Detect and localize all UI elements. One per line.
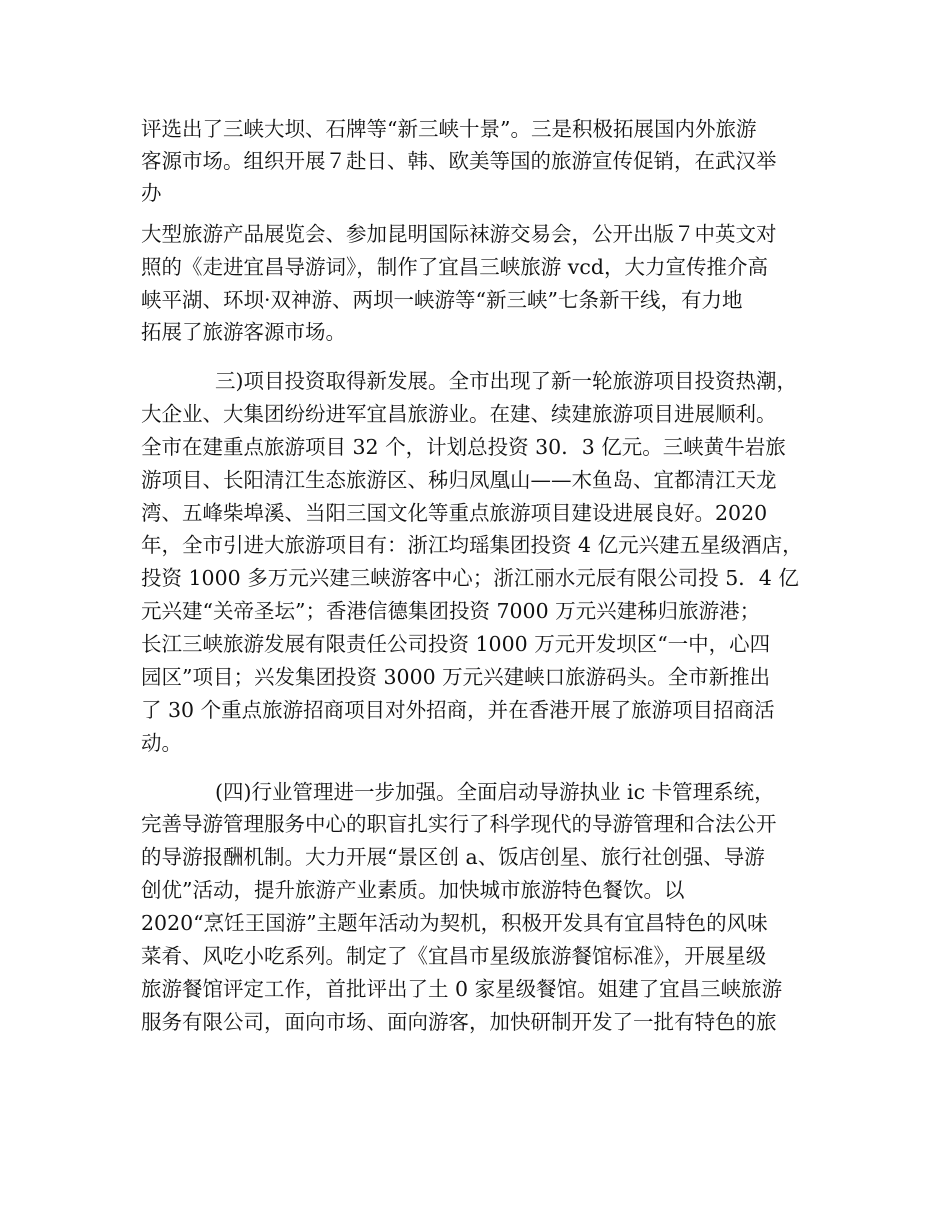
text-line: 大企业、大集团纷纷进军宜昌旅游业。在建、续建旅游项目进展顺利。 bbox=[141, 402, 777, 426]
text-line: 长江三峡旅游发展有限责任公司投资 1000 万元开发坝区“一中，心四 bbox=[141, 632, 771, 656]
text-line: 评选出了三峡大坝、石牌等“新三峡十景”。三是积极拓展国内外旅游 bbox=[141, 117, 757, 141]
text-line: 投资 1000 多万元兴建三峡游客中心；浙江丽水元辰有限公司投 5．4 亿 bbox=[141, 566, 799, 590]
text-line: 园区”项目；兴发集团投资 3000 万元兴建峡口旅游码头。全市新推出 bbox=[141, 665, 771, 689]
text-line: 大型旅游产品展览会、参加昆明国际袜游交易会，公开出版７中英文对 bbox=[141, 222, 777, 246]
text-line: 创优”活动，提升旅游产业素质。加快城市旅游特色餐饮。以 bbox=[141, 878, 685, 902]
text-line: 菜肴、风吃小吃系列。制定了《宜昌市星级旅游餐馆标准》，开展星级 bbox=[141, 944, 767, 968]
text-line: 游项目、长阳清江生态旅游区、秭归凤凰山——木鱼岛、宜都清江天龙 bbox=[141, 468, 777, 492]
text-line: 2020“烹饪王国游”主题年活动为契机，积极开发具有宜昌特色的风味 bbox=[141, 911, 768, 935]
text-line: 拓展了旅游客源市场。 bbox=[141, 320, 346, 344]
text-line: 客源市场。组织开展７赴日、韩、欧美等国的旅游宣传促销，在武汉举 bbox=[141, 149, 777, 173]
text-line: 湾、五峰柴埠溪、当阳三国文化等重点旅游项目建设进展良好。2020 bbox=[141, 501, 768, 525]
text-line: 动。 bbox=[141, 731, 182, 755]
text-line: 的导游报酬机制。大力开展“景区创 a、饭店创星、旅行社创强、导游 bbox=[141, 845, 765, 869]
text-line: 办 bbox=[141, 181, 162, 205]
text-line: 服务有限公司，面向市场、面向游客，加快研制开发了一批有特色的旅 bbox=[141, 1010, 777, 1034]
text-line: 完善导游管理服务中心的职盲扎实行了科学现代的导游管理和合法公开 bbox=[141, 812, 777, 836]
text-line: 旅游餐馆评定工作，首批评出了土 0 家星级餐馆。姐建了宜昌三峡旅游 bbox=[141, 977, 783, 1001]
paragraph-start-line: 三)项目投资取得新发展。全市出现了新一轮旅游项目投资热潮， bbox=[215, 369, 797, 393]
text-line: 元兴建“关帝圣坛”；香港信德集团投资 7000 万元兴建秭归旅游港； bbox=[141, 599, 761, 623]
text-line: 了 30 个重点旅游招商项目对外招商，并在香港开展了旅游项目招商活 bbox=[141, 698, 775, 722]
text-line: 峡平湖、环坝·双神游、两坝一峡游等“新三峡”七条新干线，有力地 bbox=[141, 288, 743, 312]
text-line: 照的《走进宜昌导游词》，制作了宜昌三峡旅游 vcd，大力宣传推介高 bbox=[141, 255, 768, 279]
text-line: 年，全市引进大旅游项目有：浙江均瑶集团投资 4 亿元兴建五星级酒店， bbox=[141, 533, 803, 557]
text-line: 全市在建重点旅游项目 32 个，计划总投资 30．3 亿元。三峡黄牛岩旅 bbox=[141, 435, 786, 459]
paragraph-start-line: (四)行业管理进一步加强。全面启动导游执业 ic 卡管理系统， bbox=[215, 780, 775, 804]
